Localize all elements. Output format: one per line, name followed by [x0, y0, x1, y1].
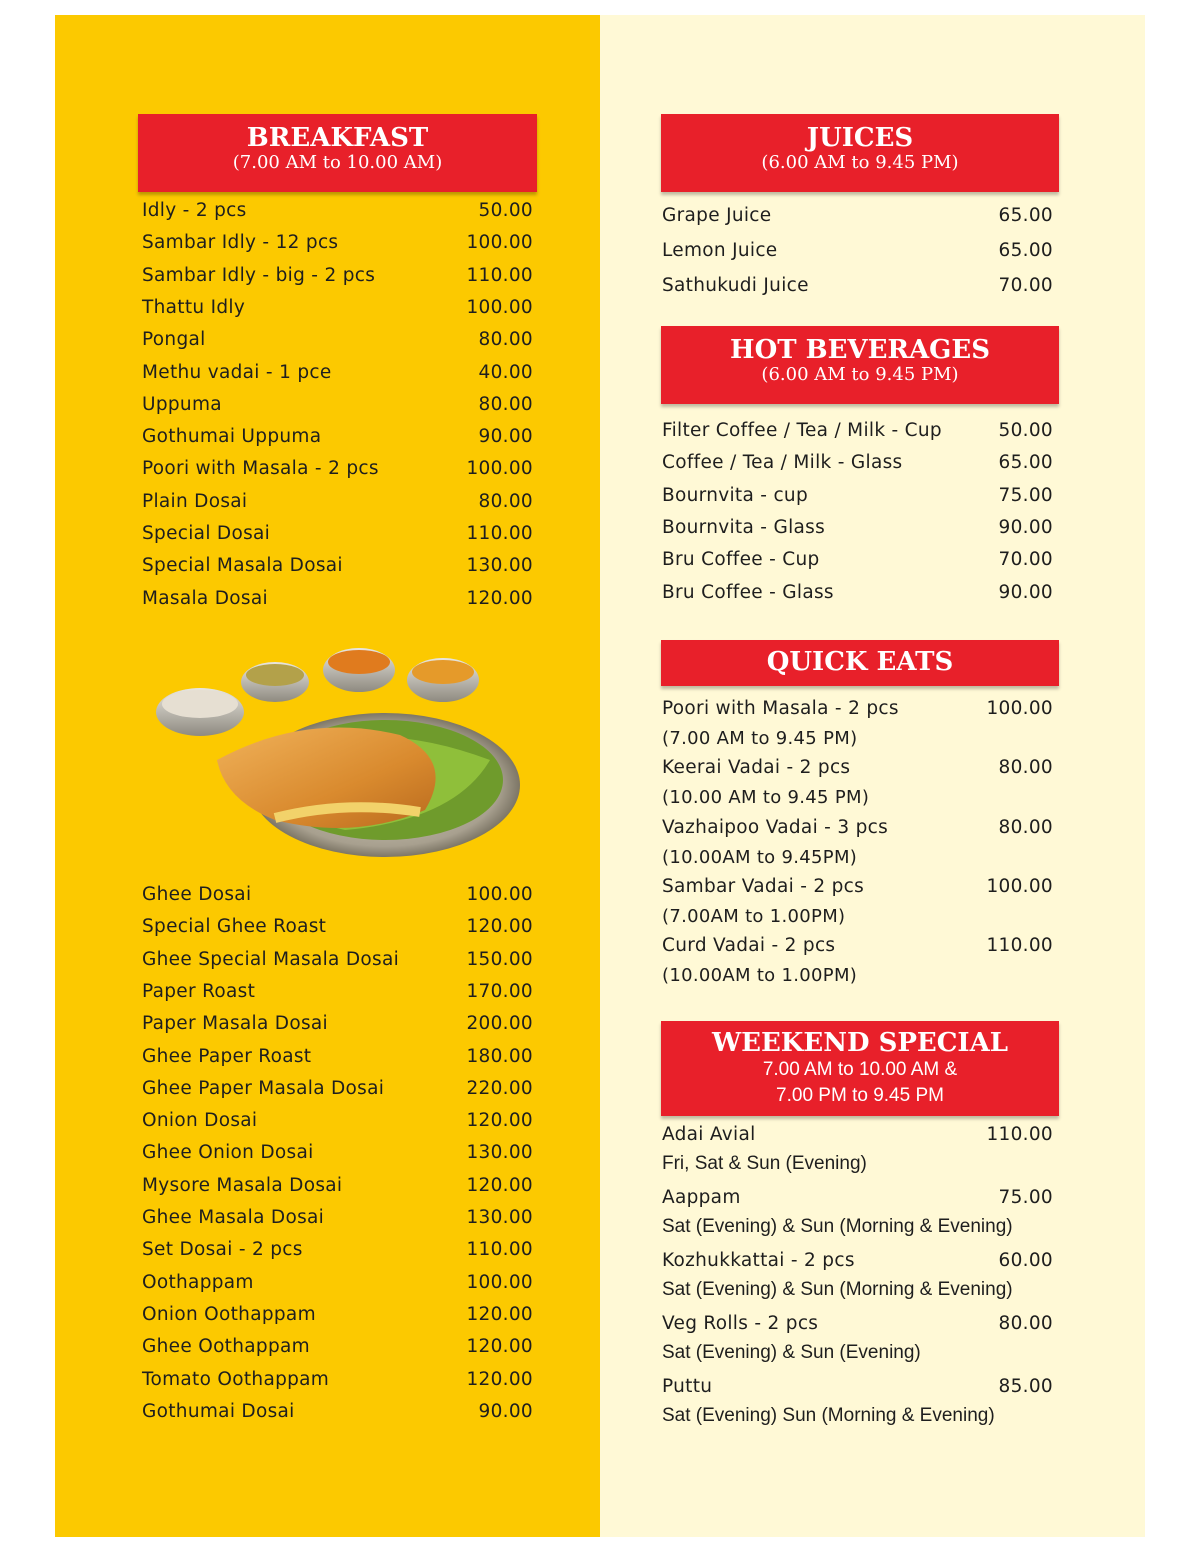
item-price: 85.00: [998, 1376, 1053, 1397]
item-price: 110.00: [986, 1124, 1053, 1145]
menu-item: [662, 935, 1053, 956]
item-price: 90.00: [998, 581, 1053, 603]
menu-item: [142, 1110, 533, 1131]
item-name: Ghee Dosai: [142, 884, 252, 905]
masala-dosai-plate-icon: [155, 640, 520, 865]
item-price: 170.00: [466, 980, 533, 1002]
menu-item: [662, 582, 1053, 603]
menu-item: [142, 329, 533, 350]
item-price: 65.00: [998, 240, 1053, 261]
item-name: Oothappam: [142, 1271, 254, 1293]
weekend-special-title: WEEKEND SPECIAL: [711, 1028, 1009, 1058]
item-price: 100.00: [466, 1271, 533, 1293]
menu-item: [662, 420, 1053, 441]
item-name: Lemon Juice: [662, 240, 778, 261]
item-price: 220.00: [466, 1077, 533, 1099]
item-days: Sat (Evening) Sun (Morning & Evening): [662, 1405, 995, 1426]
item-name: Poori with Masala - 2 pcs: [662, 698, 899, 719]
item-time: (10.00 AM to 9.45 PM): [662, 787, 870, 809]
item-name: Paper Roast: [142, 980, 256, 1002]
item-price: 120.00: [466, 1174, 533, 1196]
hot-beverages-title: HOT BEVERAGES: [730, 335, 990, 365]
item-name: Ghee Masala Dosai: [142, 1207, 325, 1228]
item-price: 130.00: [466, 1142, 533, 1164]
item-name: Thattu Idly: [142, 296, 246, 318]
item-price: 100.00: [466, 458, 533, 480]
item-name: Ghee Oothappam: [142, 1336, 310, 1358]
hot-beverages-time: (6.00 AM to 9.45 PM): [761, 364, 959, 385]
item-price: 100.00: [466, 232, 533, 254]
menu-item: [142, 1175, 533, 1196]
item-price: 65.00: [998, 205, 1053, 226]
menu-item: [142, 394, 533, 415]
item-name: Plain Dosai: [142, 490, 248, 512]
item-name: Onion Oothappam: [142, 1303, 316, 1325]
item-name: Curd Vadai - 2 pcs: [662, 935, 836, 957]
item-price: 120.00: [466, 1303, 533, 1325]
hot-beverages-header: [661, 326, 1059, 404]
menu-item: [662, 205, 1053, 226]
item-price: 60.00: [998, 1250, 1053, 1271]
item-price: 90.00: [998, 516, 1053, 538]
item-price: 120.00: [466, 1368, 533, 1390]
item-price: 100.00: [986, 875, 1053, 897]
item-price: 180.00: [466, 1045, 533, 1067]
item-price: 130.00: [466, 555, 533, 577]
item-price: 110.00: [466, 264, 533, 286]
item-time: (10.00AM to 1.00PM): [662, 965, 858, 987]
item-name: Aappam: [662, 1187, 741, 1208]
item-price: 80.00: [998, 1313, 1053, 1334]
menu-item: [662, 1124, 1053, 1145]
menu-item: [142, 981, 533, 1002]
breakfast-header: [138, 114, 537, 192]
menu-item: [142, 491, 533, 512]
item-price: 150.00: [466, 948, 533, 970]
item-name: Methu vadai - 1 pce: [142, 361, 332, 383]
weekend-special-header: [661, 1021, 1059, 1116]
item-time: (7.00AM to 1.00PM): [662, 905, 846, 927]
menu-item: [142, 949, 533, 970]
item-name: Sambar Vadai - 2 pcs: [662, 875, 865, 897]
menu-item: [142, 458, 533, 479]
item-price: 65.00: [998, 452, 1053, 474]
item-name: Poori with Masala - 2 pcs: [142, 458, 379, 480]
item-price: 110.00: [466, 1239, 533, 1261]
menu-item: [662, 452, 1053, 473]
item-name: Idly - 2 pcs: [142, 200, 247, 221]
menu-item: [142, 1272, 533, 1293]
menu-item: [142, 588, 533, 609]
item-price: 80.00: [998, 816, 1053, 838]
menu-item: [662, 1376, 1053, 1397]
menu-item: [142, 1401, 533, 1422]
item-price: 75.00: [998, 484, 1053, 506]
item-price: 90.00: [478, 1400, 533, 1422]
item-name: Ghee Paper Masala Dosai: [142, 1077, 385, 1099]
menu-item: [142, 1336, 533, 1357]
menu-item: [662, 1313, 1053, 1334]
menu-item: [142, 265, 533, 286]
item-name: Bru Coffee - Glass: [662, 581, 834, 603]
item-price: 50.00: [478, 200, 533, 221]
menu-item: [142, 232, 533, 253]
item-price: 120.00: [466, 1110, 533, 1132]
menu-item: [662, 485, 1053, 506]
menu-item: [662, 757, 1053, 778]
menu-item: [662, 817, 1053, 838]
menu-item: [142, 884, 533, 905]
item-name: Paper Masala Dosai: [142, 1013, 328, 1035]
item-price: 50.00: [998, 420, 1053, 441]
item-price: 90.00: [478, 426, 533, 448]
quick-eats-header: [661, 640, 1059, 686]
item-price: 70.00: [998, 549, 1053, 571]
item-price: 120.00: [466, 1336, 533, 1358]
item-price: 120.00: [466, 587, 533, 609]
menu-item: [142, 1207, 533, 1228]
menu-item: [662, 876, 1053, 897]
menu-item: [662, 1187, 1053, 1208]
item-name: Bournvita - cup: [662, 484, 808, 506]
item-time: (10.00AM to 9.45PM): [662, 846, 858, 868]
menu-item: [662, 275, 1053, 296]
item-price: 120.00: [466, 916, 533, 938]
juices-header: [661, 114, 1059, 192]
item-name: Veg Rolls - 2 pcs: [662, 1313, 819, 1334]
weekend-special-time-1: 7.00 AM to 10.00 AM &: [762, 1059, 958, 1080]
item-days: Fri, Sat & Sun (Evening): [662, 1153, 867, 1174]
item-time: (7.00 AM to 9.45 PM): [662, 728, 858, 749]
juices-time: (6.00 AM to 9.45 PM): [761, 152, 959, 173]
menu-item: [662, 698, 1053, 719]
item-days: Sat (Evening) & Sun (Morning & Evening): [662, 1216, 1013, 1237]
breakfast-title: BREAKFAST: [246, 123, 429, 153]
item-price: 130.00: [466, 1207, 533, 1228]
menu-item: [142, 1013, 533, 1034]
menu-item: [662, 549, 1053, 570]
menu-item: [142, 1304, 533, 1325]
item-name: Kozhukkattai - 2 pcs: [662, 1250, 855, 1271]
breakfast-time: (7.00 AM to 10.00 AM): [232, 152, 443, 173]
item-name: Puttu: [662, 1376, 713, 1397]
menu-item: [662, 240, 1053, 261]
item-price: 110.00: [986, 935, 1053, 957]
item-name: Ghee Special Masala Dosai: [142, 948, 400, 970]
item-name: Bournvita - Glass: [662, 516, 826, 538]
item-price: 80.00: [478, 393, 533, 415]
menu-item: [142, 523, 533, 544]
menu-item: [662, 1250, 1053, 1271]
item-price: 100.00: [466, 296, 533, 318]
menu-item: [142, 1046, 533, 1067]
item-price: 80.00: [478, 490, 533, 512]
item-price: 75.00: [998, 1187, 1053, 1208]
item-price: 40.00: [478, 361, 533, 383]
item-price: 70.00: [998, 275, 1053, 296]
item-name: Mysore Masala Dosai: [142, 1174, 343, 1196]
item-name: Gothumai Uppuma: [142, 426, 322, 448]
item-name: Filter Coffee / Tea / Milk - Cup: [662, 420, 942, 441]
item-name: Pongal: [142, 329, 206, 351]
item-name: Coffee / Tea / Milk - Glass: [662, 452, 903, 474]
quick-eats-title: QUICK EATS: [766, 647, 954, 677]
menu-item: [662, 517, 1053, 538]
menu-item: [142, 200, 533, 221]
item-name: Sathukudi Juice: [662, 275, 809, 296]
item-price: 100.00: [466, 884, 533, 905]
menu-item: [142, 426, 533, 447]
item-name: Keerai Vadai - 2 pcs: [662, 757, 851, 779]
item-price: 80.00: [478, 329, 533, 351]
menu-item: [142, 1369, 533, 1390]
item-name: Masala Dosai: [142, 587, 268, 609]
menu-item: [142, 1239, 533, 1260]
item-name: Set Dosai - 2 pcs: [142, 1239, 303, 1261]
menu-item: [142, 362, 533, 383]
menu-item: [142, 916, 533, 937]
menu-item: [142, 555, 533, 576]
item-name: Adai Avial: [662, 1124, 756, 1145]
item-price: 110.00: [466, 523, 533, 544]
item-name: Onion Dosai: [142, 1110, 258, 1132]
juices-title: JUICES: [806, 123, 914, 153]
menu-item: [142, 297, 533, 318]
item-days: Sat (Evening) & Sun (Evening): [662, 1342, 921, 1363]
item-name: Bru Coffee - Cup: [662, 549, 820, 571]
item-name: Gothumai Dosai: [142, 1400, 295, 1422]
item-name: Tomato Oothappam: [142, 1368, 330, 1390]
item-days: Sat (Evening) & Sun (Morning & Evening): [662, 1279, 1013, 1300]
item-name: Sambar Idly - 12 pcs: [142, 232, 339, 254]
item-name: Vazhaipoo Vadai - 3 pcs: [662, 816, 889, 838]
item-name: Special Ghee Roast: [142, 916, 327, 938]
item-name: Grape Juice: [662, 205, 772, 226]
item-name: Ghee Paper Roast: [142, 1045, 312, 1067]
menu-page: [55, 15, 1145, 1537]
item-name: Ghee Onion Dosai: [142, 1142, 314, 1164]
item-price: 200.00: [466, 1013, 533, 1035]
item-name: Uppuma: [142, 393, 222, 415]
item-name: Special Masala Dosai: [142, 555, 343, 577]
weekend-special-time-2: 7.00 PM to 9.45 PM: [776, 1085, 944, 1106]
item-name: Sambar Idly - big - 2 pcs: [142, 264, 376, 286]
item-price: 100.00: [986, 698, 1053, 719]
menu-item: [142, 1142, 533, 1163]
menu-item: [142, 1078, 533, 1099]
item-price: 80.00: [998, 757, 1053, 779]
item-name: Special Dosai: [142, 523, 271, 544]
